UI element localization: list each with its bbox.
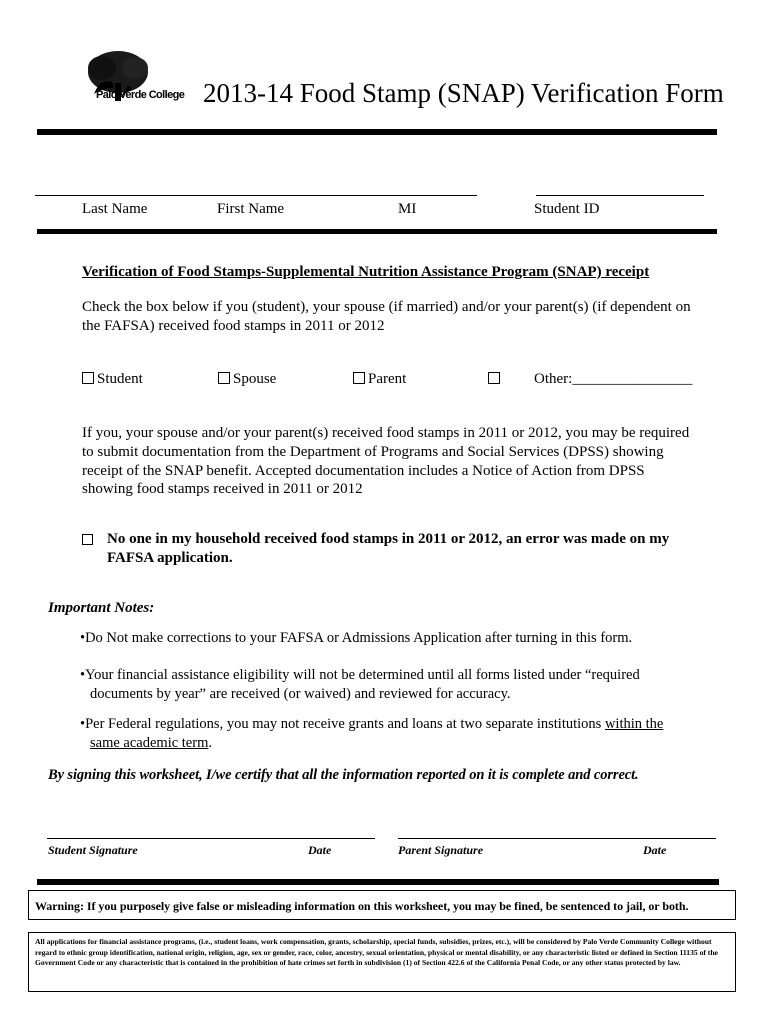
no-one-statement: No one in my household received food stamps in 2011 or 2012, an error was made on my FAFSA application.	[107, 531, 670, 566]
note-1: •Do Not make corrections to your FAFSA or Admissions Application after turning in this form.	[80, 630, 633, 646]
certification-statement: By signing this worksheet, I/we certify that all the information reported on it is complete and correct.	[48, 767, 639, 783]
logo-text: Palo Verde College	[96, 89, 185, 101]
parent-signature-line[interactable]	[398, 838, 716, 839]
section-heading: Verification of Food Stamps-Supplemental Nutrition Assistance Program (SNAP) receipt	[82, 264, 650, 280]
option-parent[interactable]: Parent	[353, 370, 406, 389]
bullet-icon: •	[80, 630, 86, 646]
bullet-icon: •	[80, 667, 86, 683]
instruction-text: Check the box below if you (student), your spouse (if married) and/or your parent(s) (if dependent on the FAFSA) received food stamps in 2011 or 2012	[82, 299, 691, 334]
first-name-label: First Name	[217, 201, 285, 217]
disclaimer-box	[28, 932, 736, 992]
last-name-label: Last Name	[82, 201, 148, 217]
note-3: •Per Federal regulations, you may not receive grants and loans at two separate institutions within the same academic term.	[80, 716, 664, 751]
student-id-line[interactable]	[536, 195, 704, 196]
student-signature-label: Student Signature	[48, 843, 138, 857]
title-divider	[37, 129, 717, 135]
disclaimer-text: All applications for financial assistance programs, (i.e., student loans, work compensation, grants, scholarship, special funds, subsidies, prizes, etc.), will be considered by Palo Verde Community College without regard to ethnic group identification, national origin, religion, age, sex or gender, race, color, ancestry, sexual orientation, physical or mental disability, or any characteristic listed or defined in Section 11135 of the Government Code or any characteristic that is contained in the prohibition of hate crimes set forth in subdivision (1) of Section 422.6 of the California Penal Code, or any other status protected by law.	[35, 937, 718, 967]
no-one-checkbox-wrap[interactable]	[82, 531, 96, 549]
notes-heading: Important Notes:	[48, 600, 155, 616]
student-id-label: Student ID	[534, 201, 600, 217]
other-checkbox[interactable]	[488, 372, 500, 384]
student-signature-line[interactable]	[47, 838, 375, 839]
warning-box	[28, 890, 736, 920]
student-checkbox[interactable]	[82, 372, 94, 384]
no-one-checkbox[interactable]	[82, 534, 93, 545]
other-field[interactable]: Other:________________	[534, 371, 693, 387]
mi-label: MI	[398, 201, 417, 217]
option-spouse[interactable]: Spouse	[218, 370, 276, 389]
bullet-icon: •	[80, 716, 86, 732]
parent-checkbox[interactable]	[353, 372, 365, 384]
documentation-text: If you, your spouse and/or your parent(s) received food stamps in 2011 or 2012, you may be required to submit documentation from the Department of Programs and Social Services (DPSS) showing receipt of the SNAP benefit. Accepted documentation includes a Notice of Action from DPSS showing food stamps received in 2011 or 2012	[82, 425, 690, 498]
option-student[interactable]: Student	[82, 370, 143, 389]
warning-text: Warning: If you purposely give false or misleading information on this worksheet, you may be fined, be sentenced to jail, or both.	[35, 899, 689, 913]
page-title: 2013-14 Food Stamp (SNAP) Verification Form	[203, 78, 724, 108]
option-other-checkbox-wrap[interactable]	[488, 370, 503, 389]
signature-divider	[37, 879, 719, 885]
parent-date-label: Date	[643, 843, 667, 857]
student-date-label: Date	[308, 843, 332, 857]
name-divider	[37, 229, 717, 234]
name-line[interactable]	[35, 195, 477, 196]
spouse-checkbox[interactable]	[218, 372, 230, 384]
note-2: •Your financial assistance eligibility will not be determined until all forms listed under “required documents by year” are received (or waived) and reviewed for accuracy.	[80, 667, 640, 702]
parent-signature-label: Parent Signature	[398, 843, 484, 857]
